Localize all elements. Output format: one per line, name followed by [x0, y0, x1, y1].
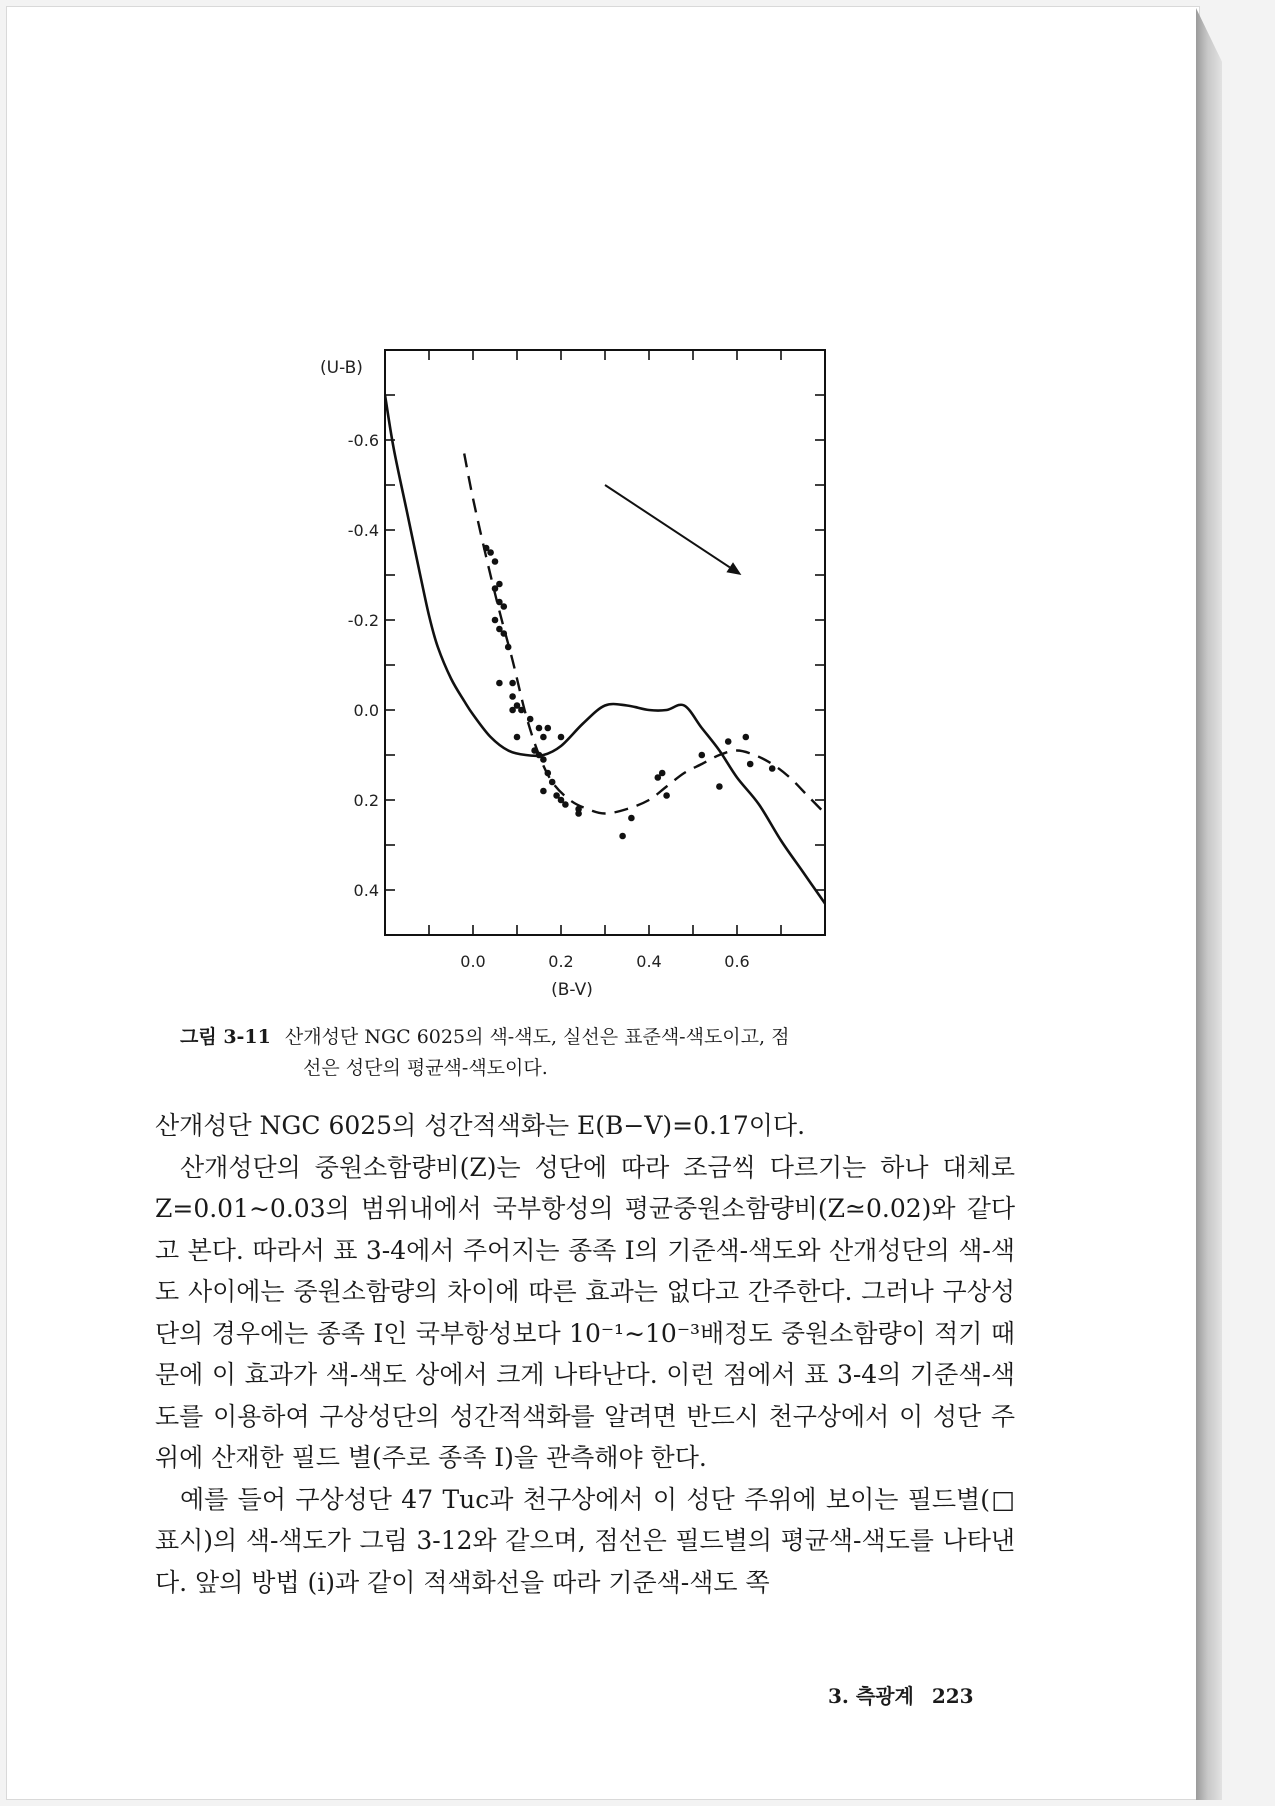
star-point [699, 752, 706, 759]
star-point [509, 707, 516, 714]
figure-caption [180, 1022, 1010, 1084]
page-footer [828, 1680, 974, 1709]
page-number: 223 [931, 1684, 974, 1708]
star-point [492, 585, 499, 592]
star-point [509, 693, 516, 700]
axis-ticks [385, 350, 825, 935]
x-axis-label: (B-V) [551, 980, 593, 1000]
page-stack-edge [1196, 8, 1222, 1800]
x-tick-label: 0.4 [636, 952, 662, 971]
star-point [527, 716, 534, 723]
chapter-title: 3. 측광계 [828, 1684, 914, 1708]
y-tick-label: 0.2 [353, 791, 379, 810]
star-point [514, 734, 521, 741]
y-tick-label: -0.2 [347, 611, 379, 630]
star-point [663, 792, 670, 799]
y-axis-label: (U-B) [320, 358, 363, 378]
star-point [545, 770, 552, 777]
cluster-mean-color-color-curve [464, 454, 825, 814]
star-point [558, 734, 565, 741]
y-tick-label: -0.4 [347, 521, 379, 540]
star-point [769, 765, 776, 772]
reddening-vector-arrow [605, 485, 730, 567]
color-color-diagram [300, 340, 840, 1000]
star-point [501, 630, 508, 637]
star-point [501, 603, 508, 610]
star-point [505, 644, 512, 651]
paragraph-2: 산개성단의 중원소함량비(Z)는 성단에 따라 조금씩 다르기는 하나 대체로 Z=0.01∼0.03의 범위내에서 국부항성의 평균중원소함량비(Z≃0.02)와 같다고 본다. 따라서 표 3-4에서 주어지는 종족 I의 기준색-색도와 산개성단의 색-색도 사이에는 중원소함량의 차이에 따른 효과는 없다고 간주한다. 그러나 구상성단의 경우에는 종족 I인 국부항성보다 10⁻¹∼10⁻³배정도 중원소함량이 적기 때문에 이 효과가 색-색도 상에서 크게 나타난다. 이런 점에서 표 3-4의 기준색-색도를 이용하여 구상성단의 성간적색화를 알려면 반드시 천구상에서 이 성단 주위에 산재한 필드 별(주로 종족 I)을 관측해야 한다. [155, 1152, 1015, 1472]
y-tick-label: -0.6 [347, 431, 379, 450]
x-tick-label: 0.2 [548, 952, 574, 971]
cluster-star-points [483, 545, 776, 840]
y-tick-label: 0.4 [353, 881, 379, 900]
star-point [540, 788, 547, 795]
star-point [540, 734, 547, 741]
y-tick-label: 0.0 [353, 701, 379, 720]
paragraph-1: 산개성단 NGC 6025의 성간적색화는 E(B−V)=0.17이다. [155, 1111, 806, 1140]
plot-frame [385, 350, 825, 935]
y-tick-labels [348, 431, 379, 900]
star-point [575, 810, 582, 817]
star-point [492, 617, 499, 624]
star-point [747, 761, 754, 768]
body-text [155, 1105, 1015, 1603]
star-point [545, 725, 552, 732]
star-point [509, 680, 516, 687]
star-point [743, 734, 750, 741]
star-point [562, 801, 569, 808]
standard-color-color-curve [385, 395, 825, 904]
x-tick-label: 0.0 [460, 952, 486, 971]
caption-line-1: 산개성단 NGC 6025의 색-색도, 실선은 표준색-색도이고, 점 [284, 1026, 790, 1048]
star-point [496, 680, 503, 687]
x-tick-label: 0.6 [724, 952, 750, 971]
figure-label: 그림 3-11 [180, 1026, 271, 1048]
caption-line-2: 선은 성단의 평균색-색도이다. [303, 1057, 548, 1079]
star-point [628, 815, 635, 822]
star-point [725, 738, 732, 745]
star-point [659, 770, 666, 777]
star-point [540, 756, 547, 763]
x-tick-labels [460, 952, 749, 971]
star-point [536, 725, 543, 732]
star-point [716, 783, 723, 790]
paragraph-3: 예를 들어 구상성단 47 Tuc과 천구상에서 이 성단 주위에 보이는 필드별(□표시)의 색-색도가 그림 3-12와 같으며, 점선은 필드별의 평균색-색도를 나타낸다. 앞의 방법 (i)과 같이 적색화선을 따라 기준색-색도 쪽 [155, 1484, 1015, 1597]
reddening-arrow-head [726, 562, 741, 575]
star-point [487, 549, 494, 556]
star-point [549, 779, 556, 786]
star-point [492, 558, 499, 565]
star-point [619, 833, 626, 840]
star-point [518, 707, 525, 714]
